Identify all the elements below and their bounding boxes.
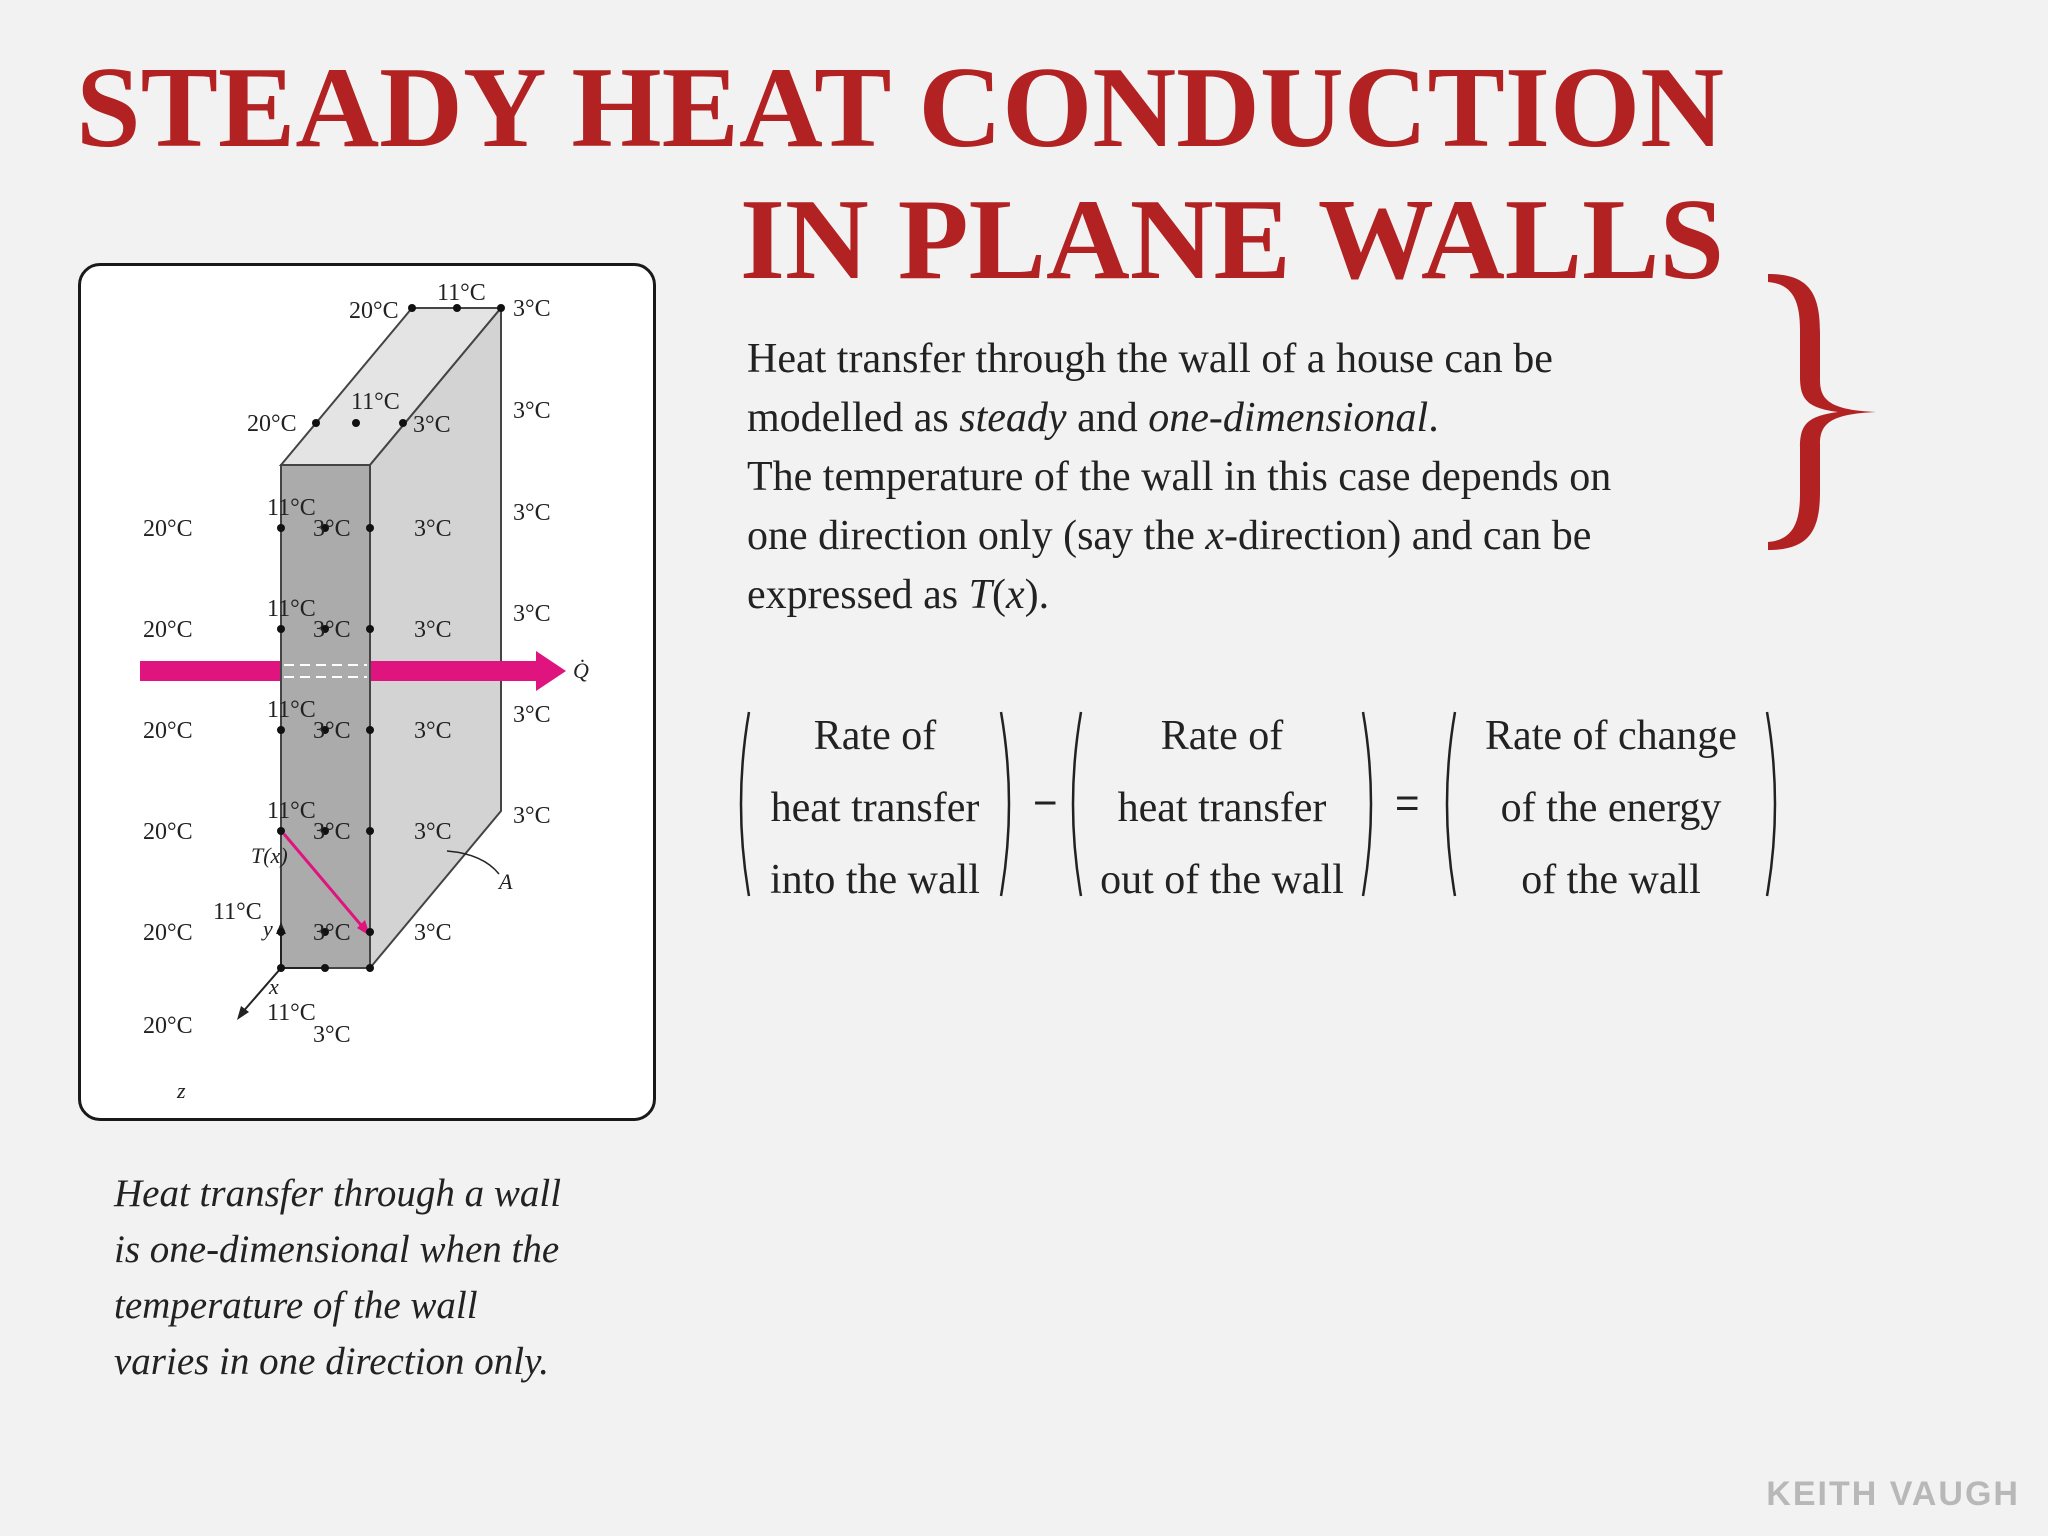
label-upper-back: 3°C [513,398,551,424]
description-line: Heat transfer through the wall of a house can be [747,336,1553,382]
minus-sign: − [1033,779,1058,826]
caption-line: varies in one direction only. [114,1340,550,1383]
title-line-1: STEADY HEAT CONDUCTION [76,44,1724,172]
axis-y-label: y [263,916,273,941]
point-top-cold [497,304,505,312]
heat-arrow-out [371,661,539,681]
energy-balance-equation [735,700,1795,910]
svg-text:3°C: 3°C [513,702,551,728]
wall-diagram [81,266,653,1118]
label-top-hot: 20°C [349,298,399,324]
svg-text:11°C: 11°C [267,798,316,824]
title-line-2: IN PLANE WALLS [739,176,1724,304]
axis-z-label: z [177,1078,186,1103]
equation-term-energy-change: Rate of change of the energy of the wall [1441,700,1781,910]
area-label: A [499,869,513,894]
svg-text:20°C: 20°C [143,617,193,643]
description-line: The temperature of the wall in this case depends on [747,454,1612,500]
label-upper-hot: 20°C [247,411,297,437]
svg-text:3°C: 3°C [313,920,351,946]
axis-x-label: x [269,974,279,999]
svg-text:11°C: 11°C [267,495,316,521]
label-upper-cold: 3°C [413,412,451,438]
figure-caption [114,1166,674,1390]
caption-line: is one-dimensional when the [114,1228,560,1271]
point-upper-cold [399,419,407,427]
svg-text:11°C: 11°C [267,697,316,723]
point-upper-hot [312,419,320,427]
label-top-cold: 3°C [513,296,551,322]
heat-arrow-head [536,651,566,691]
svg-text:3°C: 3°C [313,516,351,542]
svg-text:11°C: 11°C [267,1000,316,1026]
point-top-hot [408,304,416,312]
wall-figure [78,263,656,1121]
svg-text:20°C: 20°C [143,516,193,542]
description-line: modelled as steady and one-dimensional. [747,395,1439,441]
svg-text:20°C: 20°C [143,718,193,744]
svg-text:3°C: 3°C [313,617,351,643]
label-top-mid: 11°C [437,280,486,306]
svg-text:20°C: 20°C [143,1013,193,1039]
svg-text:3°C: 3°C [513,500,551,526]
svg-text:3°C: 3°C [513,803,551,829]
svg-text:3°C: 3°C [313,1022,351,1048]
author-watermark: KEITH VAUGH [1766,1475,2020,1513]
equation-term-heat-in: Rate of heat transfer into the wall [735,700,1015,910]
svg-text:3°C: 3°C [414,516,452,542]
heat-arrow-in [140,661,280,681]
description-line: one direction only (say the x-direction) and can be [747,513,1592,559]
point-upper-mid [352,419,360,427]
svg-text:11°C: 11°C [267,596,316,622]
svg-text:3°C: 3°C [313,819,351,845]
equation-term-heat-out: Rate of heat transfer out of the wall [1067,700,1377,910]
svg-text:3°C: 3°C [313,718,351,744]
svg-text:3°C: 3°C [414,920,452,946]
svg-text:20°C: 20°C [143,920,193,946]
svg-text:3°C: 3°C [414,819,452,845]
equals-sign: = [1395,779,1420,826]
caption-line: Heat transfer through a wall [114,1172,562,1215]
svg-text:3°C: 3°C [414,617,452,643]
description-line: expressed as T(x). [747,572,1050,618]
svg-text:11°C: 11°C [213,899,262,925]
caption-line: temperature of the wall [114,1284,478,1327]
label-upper-mid: 11°C [351,389,400,415]
svg-text:20°C: 20°C [143,819,193,845]
profile-label: T(x) [251,843,288,868]
svg-text:3°C: 3°C [414,718,452,744]
description-paragraph [747,330,1787,625]
heat-rate-label: Q̇ [573,658,589,683]
svg-text:3°C: 3°C [513,601,551,627]
